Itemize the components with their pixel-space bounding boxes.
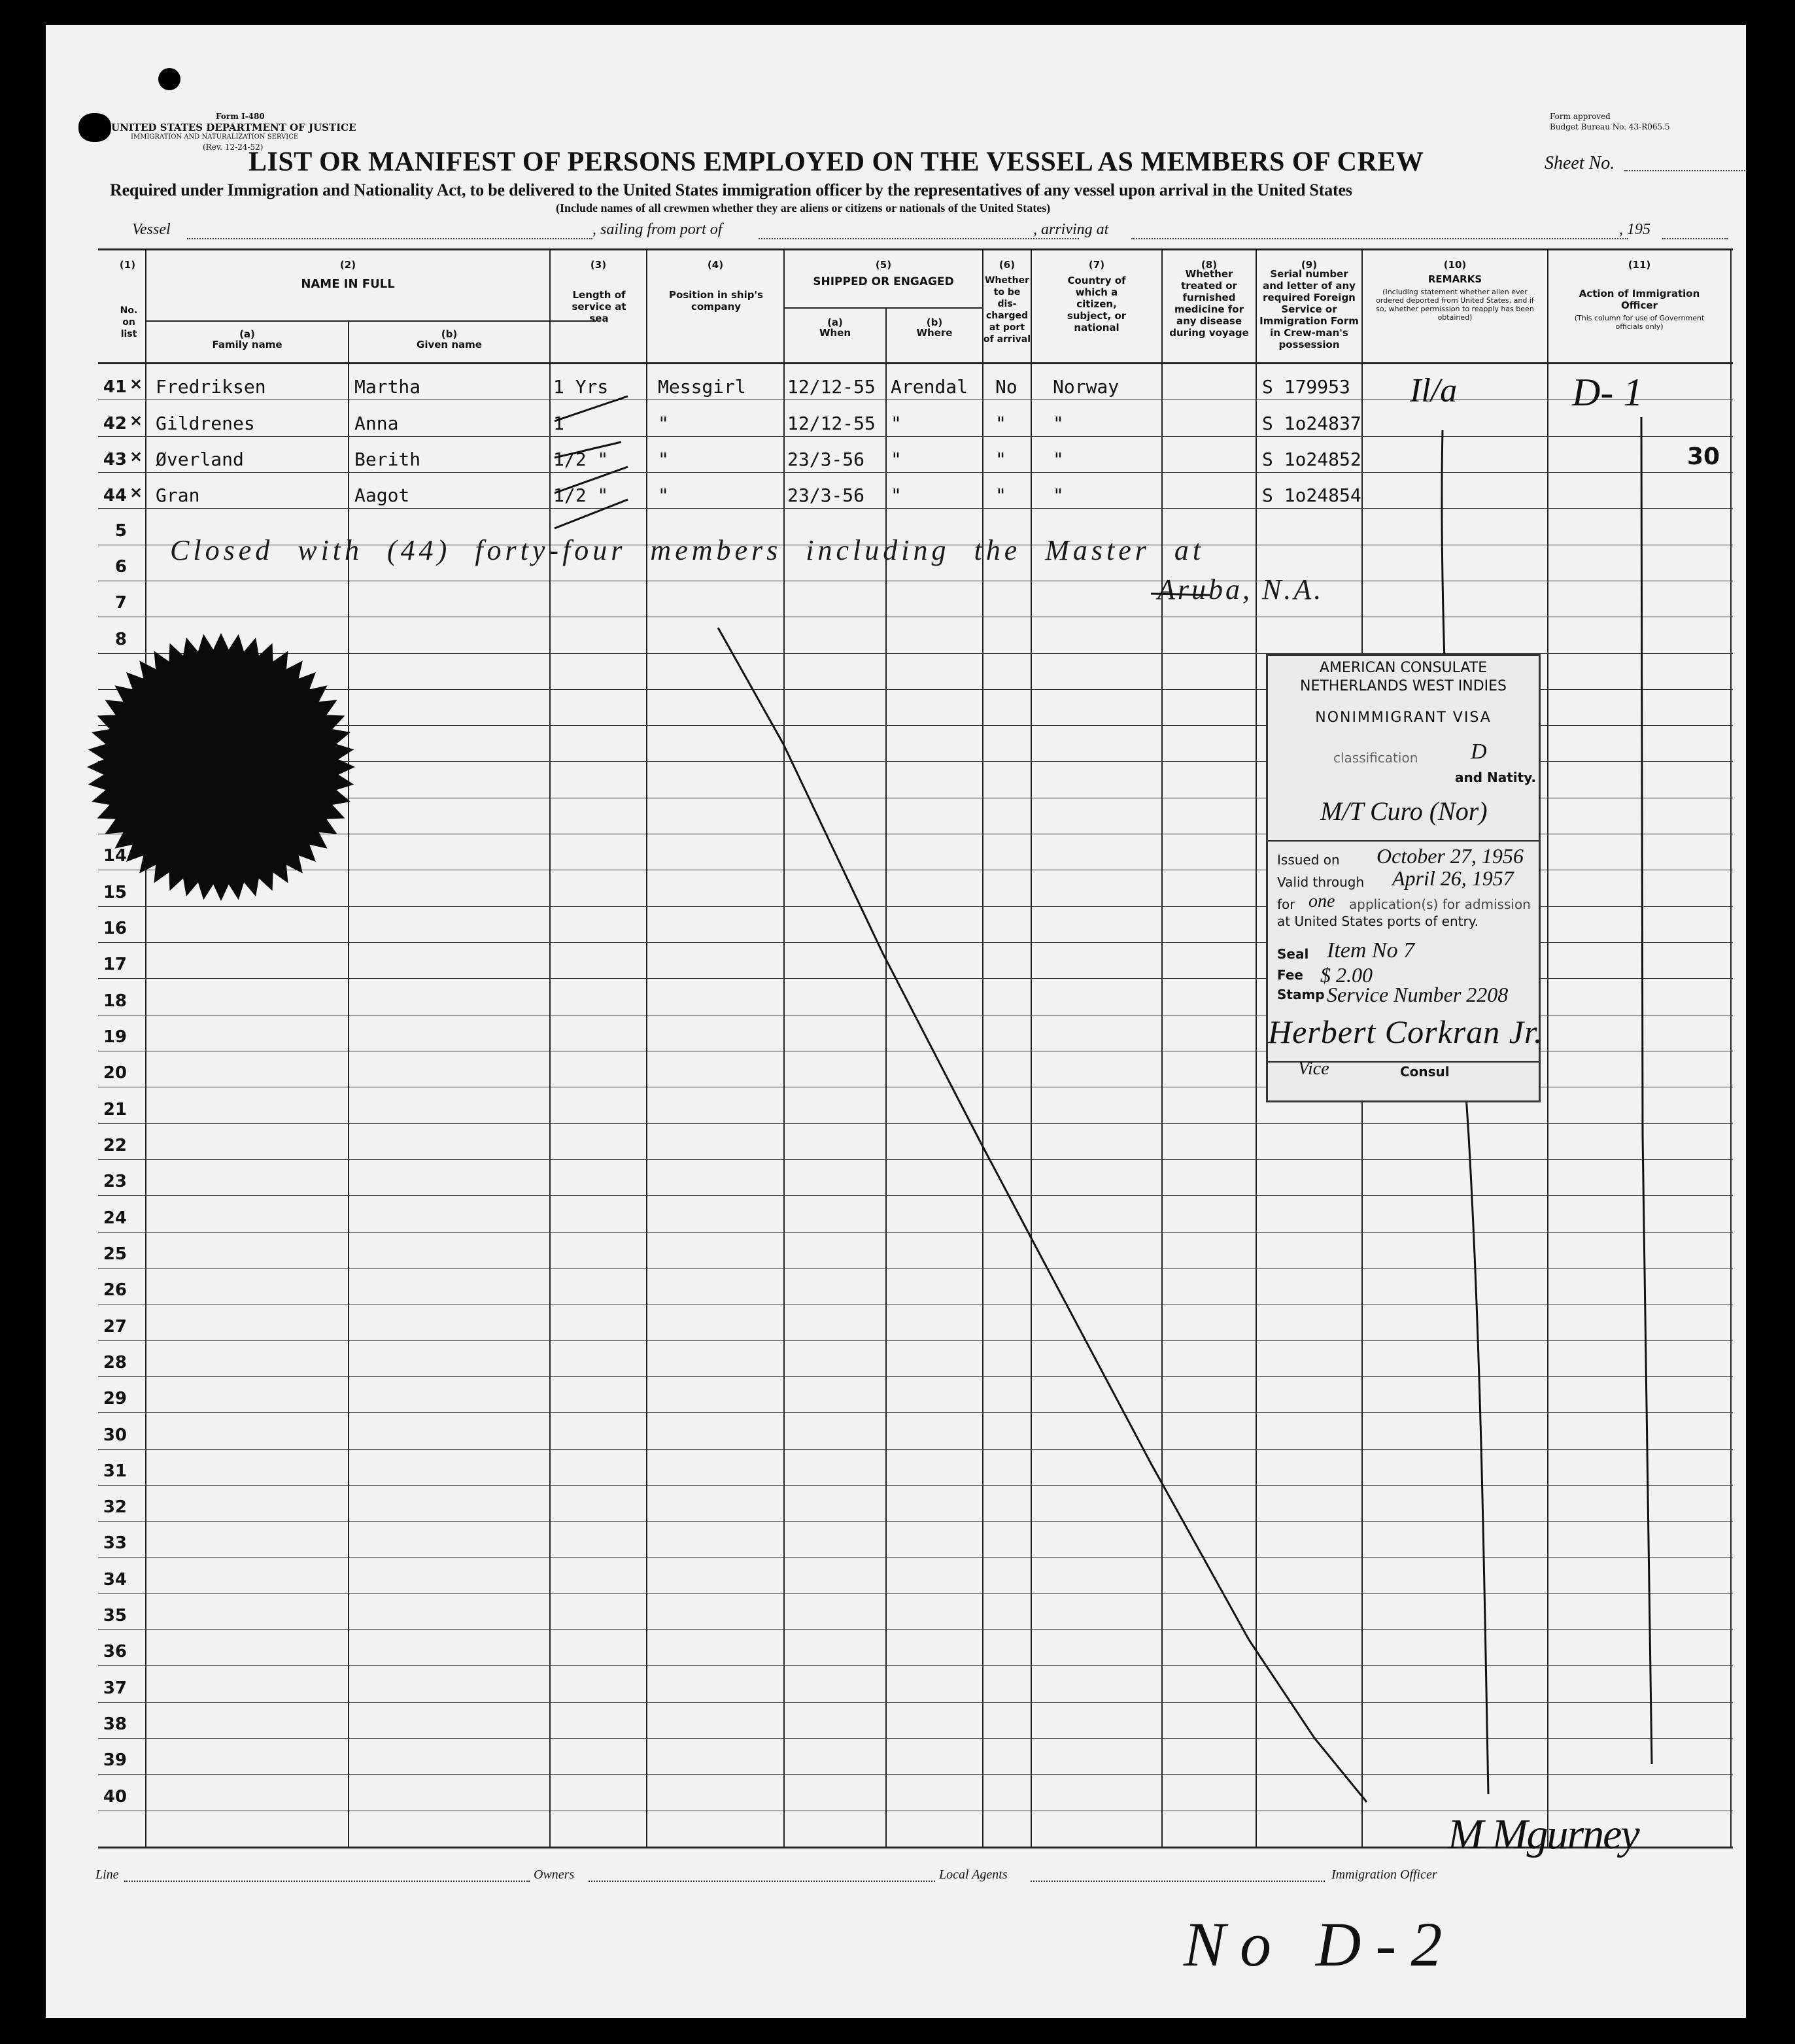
crew-row-number: 42 <box>103 414 127 434</box>
form-subtitle: Required under Immigration and Nationality Act, to be delivered to the United States immigration officer by the representatives of any vessel upon arrival in the United States <box>110 180 1352 199</box>
row-rule <box>98 1232 1733 1233</box>
check-mark-icon: × <box>129 411 143 430</box>
row-number: 18 <box>103 991 127 1011</box>
col-line-6 <box>982 248 983 1848</box>
row-number: 22 <box>103 1136 127 1155</box>
crew-cell-where: " <box>891 413 902 434</box>
col5-label: SHIPPED OR ENGAGED <box>813 275 954 288</box>
stamp-seal-value: Item No 7 <box>1327 938 1415 962</box>
col-line-3 <box>549 248 551 1848</box>
stamp-valid-label: Valid through <box>1277 874 1365 890</box>
stamp-line1: AMERICAN CONSULATE <box>1319 660 1488 676</box>
col3-label: Length of service at sea <box>572 289 626 324</box>
stamp-seal-label: Seal <box>1277 946 1309 962</box>
stamp-stamp-label: Stamp <box>1277 987 1325 1002</box>
col2b-num: (b) <box>441 328 458 340</box>
stamp-line3: NONIMMIGRANT VISA <box>1315 709 1492 726</box>
row-rule <box>98 1412 1733 1413</box>
col-line-1 <box>145 248 146 1848</box>
sailing-label: , sailing from port of <box>592 221 723 238</box>
row-rule <box>98 1774 1733 1775</box>
crew-cell-service: 1 Yrs <box>553 376 609 398</box>
row-rule <box>98 1738 1733 1739</box>
crew-row-number: 41 <box>103 377 127 397</box>
row-number: 27 <box>103 1317 127 1337</box>
crew-cell-position: " <box>658 449 669 470</box>
crew-cell-given: Berith <box>354 449 421 470</box>
row-number: 36 <box>103 1642 127 1661</box>
row-number: 26 <box>103 1280 127 1300</box>
crew-row-number: 44 <box>103 486 127 505</box>
row-rule <box>98 1449 1733 1450</box>
row-rule <box>98 1702 1733 1703</box>
col10-note: (Including statement whether alien ever ordered deported from United States, and if so, whether permission to reapply has been obtained) <box>1376 288 1534 322</box>
closing-statement-line2: Aruba, N.A. <box>1157 573 1324 605</box>
crew-cell-country: " <box>1053 485 1064 506</box>
footer-owners-label: Owners <box>534 1867 575 1882</box>
row-rule <box>98 1123 1733 1124</box>
crew-cell-position: Messgirl <box>658 376 746 398</box>
row-number: 30 <box>103 1425 127 1445</box>
crew-cell-where: Arendal <box>891 376 968 398</box>
row-rule <box>98 1268 1733 1269</box>
header-bottom-border <box>98 362 1733 364</box>
row-number: 40 <box>103 1787 127 1807</box>
col2a-label: Family name <box>212 339 282 350</box>
crew-cell-given: Martha <box>354 376 421 398</box>
stamp-ports-text: at United States ports of entry. <box>1277 913 1479 929</box>
row-number: 35 <box>103 1606 127 1626</box>
crew-cell-position: " <box>658 413 669 434</box>
stamp-consul-signature: Herbert Corkran Jr. <box>1268 1013 1543 1050</box>
row-number: 7 <box>114 593 127 613</box>
row-number: 19 <box>103 1027 127 1047</box>
check-mark-icon: × <box>129 375 143 393</box>
row-number: 28 <box>103 1353 127 1372</box>
stamp-fee-value: $ 2.00 <box>1320 963 1373 987</box>
col8-label: Whether treated or furnished medicine for any disease during voyage <box>1169 268 1249 339</box>
closing-statement-line1: Closed with (44) forty-four members including the Master at <box>170 534 1205 566</box>
col-line-4 <box>646 248 647 1848</box>
col-line-12 <box>1730 248 1732 1848</box>
row-number: 32 <box>103 1497 127 1517</box>
col5a-label: When <box>819 327 851 339</box>
stamp-title-hand: Vice <box>1298 1059 1329 1079</box>
crew-cell-service: 1 <box>553 413 564 434</box>
crew-row-number: 43 <box>103 450 127 469</box>
col11-num: (11) <box>1628 259 1651 271</box>
form-revision: (Rev. 12-24-52) <box>203 143 264 152</box>
row-rule <box>98 436 1733 437</box>
crew-cell-when: 12/12-55 <box>787 376 876 398</box>
stamp-stamp-value: Service Number 2208 <box>1327 983 1509 1006</box>
approval-line1: Form approved <box>1550 112 1611 121</box>
row-number: 20 <box>103 1063 127 1083</box>
crew-cell-where: " <box>891 485 902 506</box>
check-mark-icon: × <box>129 483 143 502</box>
crew-cell-family: Øverland <box>156 449 244 470</box>
row-number: 24 <box>103 1208 127 1228</box>
col10-num: (10) <box>1443 259 1467 271</box>
shipped-subheader-rule <box>785 307 982 309</box>
col9-label: Serial number and letter of any required Foreign Service or Immigration Form in Crew-man's possession <box>1259 268 1359 350</box>
name-subheader-rule <box>146 320 596 322</box>
col6-num: (6) <box>999 259 1016 271</box>
crew-cell-family: Gildrenes <box>156 413 255 434</box>
row-number: 33 <box>103 1533 127 1553</box>
crew-cell-position: " <box>658 485 669 506</box>
crew-cell-country: Norway <box>1053 376 1120 398</box>
crew-cell-given: Anna <box>354 413 399 434</box>
col7-label: Country of which a citizen, subject, or national <box>1067 275 1127 333</box>
col2-num: (2) <box>339 259 356 271</box>
row-rule <box>98 1557 1733 1558</box>
stamp-vessel-value: M/T Curo (Nor) <box>1320 796 1488 826</box>
row-rule <box>98 1159 1733 1160</box>
crew-cell-discharged: " <box>995 413 1006 434</box>
col4-label: Position in ship's company <box>669 289 763 313</box>
stamp-valid-value: April 26, 1957 <box>1392 866 1514 890</box>
crew-cell-discharged: No <box>995 376 1017 398</box>
row-rule <box>98 1521 1733 1522</box>
agency-line2: IMMIGRATION AND NATURALIZATION SERVICE <box>131 133 299 141</box>
year-label: , 195 <box>1619 221 1650 238</box>
stamp-rule <box>1268 840 1539 842</box>
agency-line1: UNITED STATES DEPARTMENT OF JUSTICE <box>111 122 356 133</box>
embossed-seal <box>84 626 358 908</box>
crew-cell-discharged: " <box>995 449 1006 470</box>
form-sheet <box>46 25 1746 2018</box>
row-number: 8 <box>114 630 127 649</box>
row-rule <box>98 1195 1733 1196</box>
row-number: 31 <box>103 1461 127 1481</box>
row-rule <box>98 1376 1733 1377</box>
row-number: 5 <box>114 521 127 541</box>
row-rule <box>98 1340 1733 1341</box>
footer-agents-label: Local Agents <box>939 1867 1008 1882</box>
col-line-5 <box>783 248 785 1848</box>
row-rule <box>98 1593 1733 1594</box>
row-rule <box>98 508 1733 509</box>
col4-num: (4) <box>707 259 724 271</box>
col2a-num: (a) <box>239 328 255 340</box>
col-line-7 <box>1031 248 1032 1848</box>
crew-cell-serial: S 1o24837 <box>1262 413 1361 434</box>
row-rule <box>98 1485 1733 1486</box>
crew-cell-service: 1/2 " <box>553 485 609 506</box>
vessel-label: Vessel <box>132 221 171 238</box>
stamp-natity-label: and Natity. <box>1455 770 1537 785</box>
row-number: 23 <box>103 1172 127 1191</box>
row-rule <box>98 1665 1733 1666</box>
col5b-label: Where <box>916 327 953 339</box>
crew-cell-family: Fredriksen <box>156 376 266 398</box>
col5a-num: (a) <box>827 316 843 328</box>
officer-signature: M Mgurney <box>1448 1811 1639 1858</box>
bottom-handwritten-note: No D-2 <box>1184 1909 1457 1979</box>
action-handwritten-mark: D- 1 <box>1572 371 1643 414</box>
margin-number: 30 <box>1687 443 1720 470</box>
col7-num: (7) <box>1088 259 1105 271</box>
stamp-classification-value: D <box>1471 740 1487 764</box>
stamp-for-label: for <box>1277 896 1295 912</box>
arriving-label: , arriving at <box>1033 221 1109 238</box>
row-number: 17 <box>103 955 127 974</box>
stamp-issued-value: October 27, 1956 <box>1376 844 1524 868</box>
crew-cell-when: 23/3-56 <box>787 485 865 506</box>
row-number: 34 <box>103 1570 127 1590</box>
crew-cell-when: 23/3-56 <box>787 449 865 470</box>
col2-label: NAME IN FULL <box>301 277 395 291</box>
crew-cell-family: Gran <box>156 485 200 506</box>
stamp-fee-label: Fee <box>1277 967 1303 983</box>
table-top-border <box>98 248 1733 250</box>
col5b-num: (b) <box>926 316 943 328</box>
col-line-9 <box>1256 248 1257 1848</box>
col2b-label: Given name <box>417 339 482 350</box>
form-subnote: (Include names of all crewmen whether they are aliens or citizens or nationals of the United States) <box>556 201 1051 214</box>
crew-cell-serial: S 1o24852 <box>1262 449 1361 470</box>
col10-label: REMARKS <box>1427 273 1482 285</box>
row-number: 21 <box>103 1100 127 1119</box>
footer-line-label: Line <box>95 1867 119 1882</box>
stamp-title-print: Consul <box>1400 1064 1450 1080</box>
crew-cell-given: Aagot <box>354 485 410 506</box>
crew-cell-when: 12/12-55 <box>787 413 876 434</box>
col11-note: (This column for use of Government officials only) <box>1574 314 1705 331</box>
stamp-classification-label: classification <box>1333 750 1418 766</box>
footer-agents-field[interactable] <box>1031 1881 1325 1882</box>
form-number: Form I-480 <box>216 112 265 121</box>
footer-line-field[interactable] <box>124 1881 530 1882</box>
col-line-11 <box>1547 248 1548 1848</box>
row-rule <box>98 472 1733 473</box>
footer-owners-field[interactable] <box>589 1881 935 1882</box>
crew-cell-where: " <box>891 449 902 470</box>
visa-stamp <box>1266 654 1541 1102</box>
row-number: 6 <box>114 557 127 577</box>
col1-num: (1) <box>119 259 136 271</box>
row-number: 29 <box>103 1389 127 1408</box>
stamp-application-text: application(s) for admission <box>1349 896 1531 912</box>
col6-label: Whether to be dis-charged at port of arrival <box>983 275 1031 345</box>
crew-cell-country: " <box>1053 449 1064 470</box>
stamp-for-value: one <box>1308 891 1335 911</box>
stamp-issued-label: Issued on <box>1277 852 1340 868</box>
crew-cell-serial: S 1o24854 <box>1262 485 1361 506</box>
col5-num: (5) <box>875 259 892 271</box>
col-line-8 <box>1161 248 1163 1848</box>
stamp-line2: NETHERLANDS WEST INDIES <box>1300 678 1507 694</box>
check-mark-icon: × <box>129 447 143 466</box>
row-number: 37 <box>103 1678 127 1698</box>
form-title: LIST OR MANIFEST OF PERSONS EMPLOYED ON THE VESSEL AS MEMBERS OF CREW <box>248 147 1424 177</box>
remarks-handwritten-mark: Il/a <box>1410 372 1458 409</box>
col3-num: (3) <box>590 259 607 271</box>
crew-cell-service: 1/2 " <box>553 449 609 470</box>
row-rule <box>98 1629 1733 1630</box>
sheet-label: Sheet No. <box>1545 153 1615 173</box>
crew-cell-country: " <box>1053 413 1064 434</box>
col11-label: Action of Immigration Officer <box>1579 288 1700 311</box>
footer-officer-label: Immigration Officer <box>1331 1867 1437 1882</box>
col9-num: (9) <box>1301 259 1318 271</box>
row-number: 14 <box>103 846 127 866</box>
row-number: 15 <box>103 883 127 902</box>
row-number: 16 <box>103 919 127 938</box>
approval-line2: Budget Bureau No. 43-R065.5 <box>1550 122 1670 131</box>
row-number: 38 <box>103 1714 127 1734</box>
row-number: 39 <box>103 1750 127 1770</box>
col1-label: No. on list <box>120 305 138 339</box>
col8-num: (8) <box>1201 259 1218 271</box>
row-number: 25 <box>103 1244 127 1264</box>
crew-cell-discharged: " <box>995 485 1006 506</box>
crew-cell-serial: S 179953 <box>1262 376 1350 398</box>
